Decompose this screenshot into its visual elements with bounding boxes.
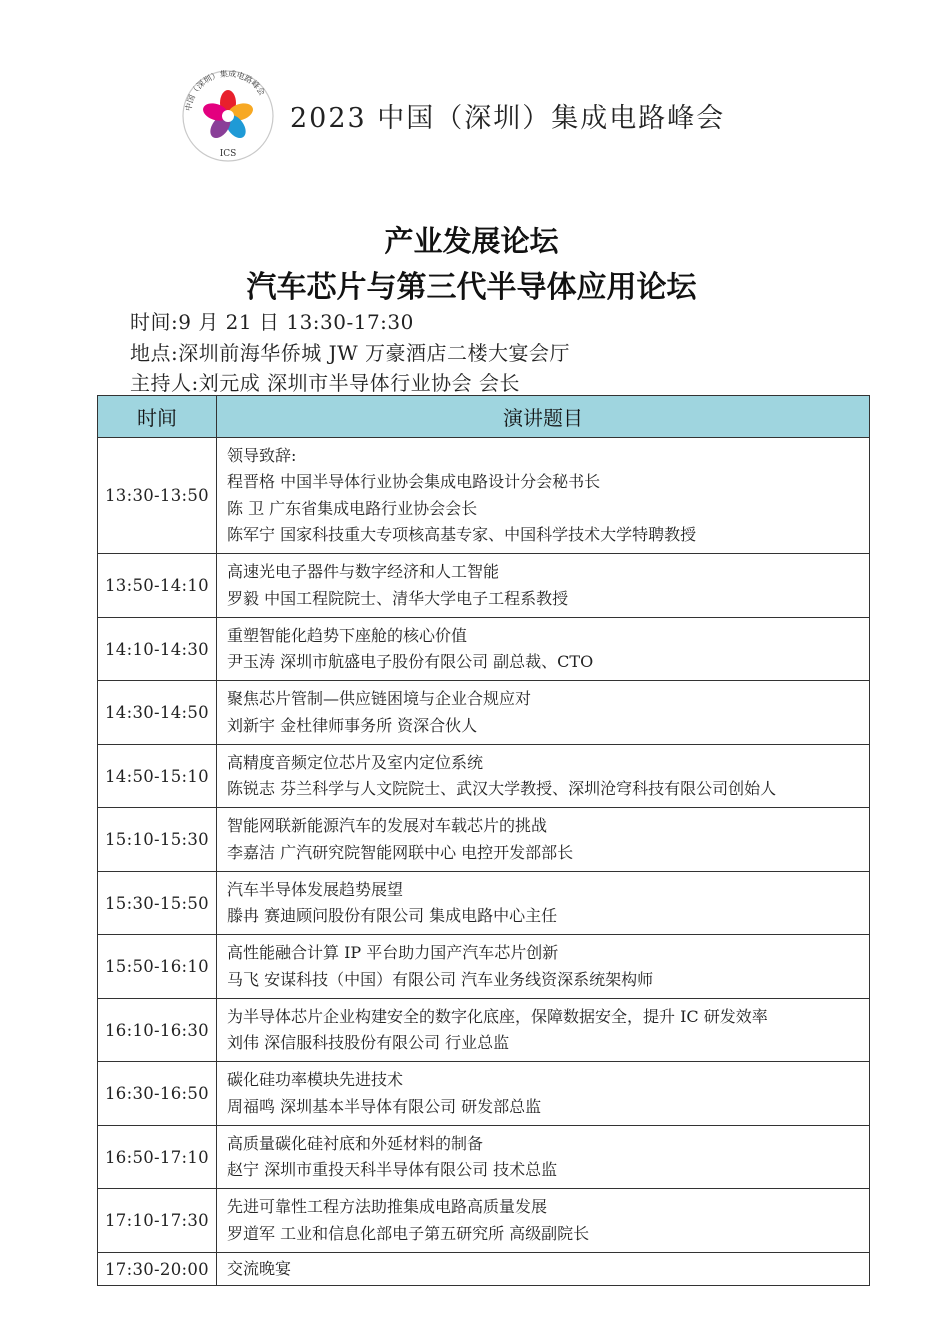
- schedule-header-row: [98, 396, 870, 438]
- session-topic: [217, 745, 870, 808]
- session-time: 17:10-17:30: [98, 1189, 217, 1253]
- session-title: 高质量碳化硅衬底和外延材料的制备: [227, 1133, 484, 1153]
- session-topic: [217, 1189, 870, 1253]
- time-column-header: 时间: [98, 396, 217, 438]
- summit-title: 2023 中国（深圳）集成电路峰会: [290, 103, 726, 134]
- speaker-line: 马飞 安谋科技（中国）有限公司 汽车业务线资深系统架构师: [227, 969, 654, 989]
- schedule-row: [98, 808, 870, 872]
- session-topic: [217, 554, 870, 618]
- ics-flower-logo-icon: [178, 70, 278, 162]
- speaker-line: 周福鸣 深圳基本半导体有限公司 研发部总监: [227, 1096, 542, 1116]
- speaker-line: 李嘉洁 广汽研究院智能网联中心 电控开发部部长: [227, 842, 574, 862]
- session-time: 16:50-17:10: [98, 1126, 217, 1189]
- session-title: 为半导体芯片企业构建安全的数字化底座，保障数据安全，提升 IC 研发效率: [227, 1006, 768, 1026]
- session-topic: [217, 1253, 870, 1286]
- speaker-line: 陈军宁 国家科技重大专项核高基专家、中国科学技术大学特聘教授: [227, 525, 697, 544]
- session-topic: [217, 808, 870, 872]
- session-topic: [217, 999, 870, 1062]
- session-title: 高精度音频定位芯片及室内定位系统: [227, 752, 484, 772]
- schedule-row: [98, 935, 870, 999]
- speaker-line: 刘新宇 金杜律师事务所 资深合伙人: [227, 715, 478, 735]
- speaker-line: 刘伟 深信服科技股份有限公司 行业总监: [227, 1033, 510, 1052]
- session-time: 16:30-16:50: [98, 1062, 217, 1126]
- speaker-line: 赵宁 深圳市重投天科半导体有限公司 技术总监: [227, 1160, 558, 1179]
- session-topic: [217, 935, 870, 999]
- schedule-row: [98, 1126, 870, 1189]
- schedule-row: [98, 999, 870, 1062]
- schedule-table: [97, 395, 870, 1286]
- session-topic: [217, 438, 870, 554]
- session-title: 交流晚宴: [227, 1258, 292, 1278]
- session-title: 先进可靠性工程方法助推集成电路高质量发展: [227, 1197, 548, 1216]
- session-time: 13:30-13:50: [98, 438, 217, 554]
- session-time: 14:50-15:10: [98, 745, 217, 808]
- schedule-row: [98, 745, 870, 808]
- session-title: 聚焦芯片管制—供应链困境与企业合规应对: [227, 689, 532, 708]
- logo-abbr: ICS: [219, 149, 237, 159]
- session-time: 15:10-15:30: [98, 808, 217, 872]
- speaker-line: 滕冉 赛迪顾问股份有限公司 集成电路中心主任: [227, 906, 558, 925]
- session-time: 14:10-14:30: [98, 618, 217, 681]
- session-title: 智能网联新能源汽车的发展对车载芯片的挑战: [227, 816, 548, 835]
- session-time: 17:30-20:00: [98, 1253, 217, 1286]
- forum-title: 产业发展论坛: [384, 224, 559, 258]
- speaker-line: 罗毅 中国工程院院士、清华大学电子工程系教授: [227, 588, 569, 608]
- session-title: 汽车半导体发展趋势展望: [227, 879, 404, 899]
- schedule-row: [98, 1189, 870, 1253]
- schedule-row: [98, 1253, 870, 1286]
- schedule-row: [98, 872, 870, 935]
- logo-ring-text: 中国（深圳）集成电路峰会: [183, 70, 267, 112]
- session-topic: [217, 681, 870, 745]
- ics-logo: [178, 70, 278, 162]
- session-time: 15:30-15:50: [98, 872, 217, 935]
- event-time: 时间:9 月 21 日 13:30-17:30: [130, 310, 414, 334]
- session-topic: [217, 872, 870, 935]
- session-topic: [217, 618, 870, 681]
- session-topic: [217, 1126, 870, 1189]
- speaker-line: 陈 卫 广东省集成电路行业协会会长: [227, 498, 478, 518]
- schedule-row: [98, 681, 870, 745]
- topic-column-header: 演讲题目: [217, 396, 870, 438]
- session-time: 14:30-14:50: [98, 681, 217, 745]
- speaker-line: 陈锐志 芬兰科学与人文院院士、武汉大学教授、深圳沧穹科技有限公司创始人: [227, 779, 777, 798]
- schedule-row: [98, 618, 870, 681]
- session-time: 16:10-16:30: [98, 999, 217, 1062]
- speaker-line: 尹玉涛 深圳市航盛电子股份有限公司 副总裁、CTO: [227, 652, 594, 671]
- session-title: 碳化硅功率模块先进技术: [227, 1070, 404, 1089]
- session-time: 15:50-16:10: [98, 935, 217, 999]
- schedule-row: [98, 1062, 870, 1126]
- event-venue: 地点:深圳前海华侨城 JW 万豪酒店二楼大宴会厅: [130, 341, 571, 365]
- session-title: 重塑智能化趋势下座舱的核心价值: [227, 625, 468, 645]
- speaker-line: 程晋格 中国半导体行业协会集成电路设计分会秘书长: [227, 472, 601, 491]
- schedule-row: [98, 438, 870, 554]
- session-title: 领导致辞:: [227, 445, 297, 465]
- speaker-line: 罗道军 工业和信息化部电子第五研究所 高级副院长: [227, 1223, 590, 1243]
- session-time: 13:50-14:10: [98, 554, 217, 618]
- event-host: 主持人:刘元成 深圳市半导体行业协会 会长: [130, 371, 520, 395]
- schedule-row: [98, 554, 870, 618]
- session-topic: [217, 1062, 870, 1126]
- forum-subtitle: 汽车芯片与第三代半导体应用论坛: [246, 270, 697, 305]
- session-title: 高速光电子器件与数字经济和人工智能: [227, 562, 500, 581]
- session-title: 高性能融合计算 IP 平台助力国产汽车芯片创新: [227, 943, 559, 962]
